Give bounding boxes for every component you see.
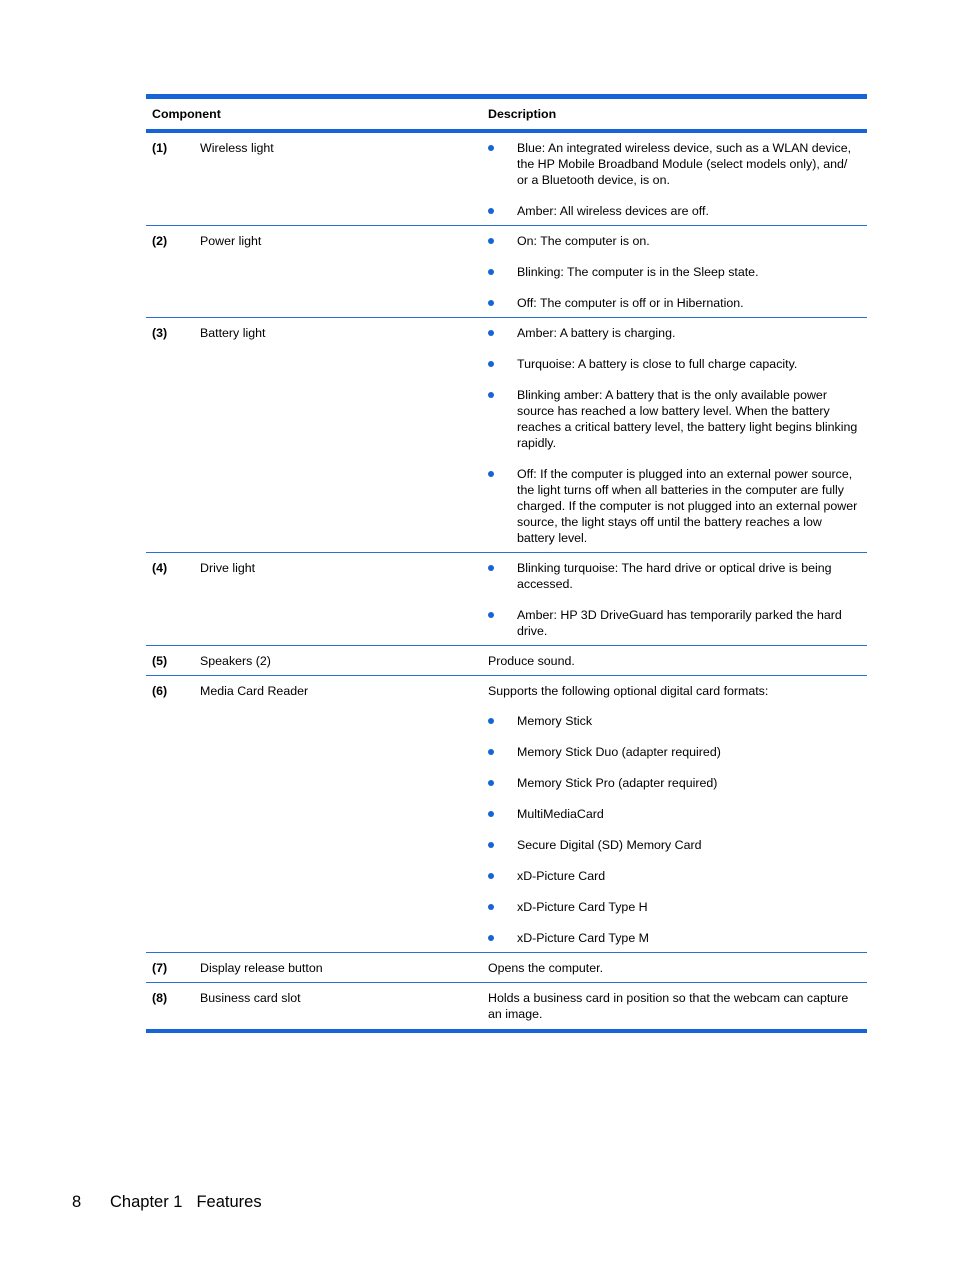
table-row (146, 983, 867, 1032)
table-header (146, 97, 867, 132)
bullet-dot-icon (488, 718, 494, 724)
bullet-dot-icon (488, 935, 494, 941)
list-item-text: Amber: A battery is charging. (517, 326, 676, 340)
list-item-text: xD-Picture Card Type M (517, 931, 649, 945)
list-item-text: Turquoise: A battery is close to full charge capacity. (517, 357, 798, 371)
chapter-title: Features (196, 1193, 262, 1211)
component-name: Speakers (2) (194, 646, 482, 676)
list-item-text: Memory Stick Duo (adapter required) (517, 745, 721, 759)
list-item-text: MultiMediaCard (517, 807, 604, 821)
bullet-dot-icon (488, 300, 494, 306)
table-body (146, 131, 867, 1031)
component-number: (1) (146, 131, 194, 226)
bullet-dot-icon (488, 780, 494, 786)
header-description: Description (482, 97, 867, 132)
bullet-dot-icon (488, 811, 494, 817)
list-item (488, 325, 861, 341)
list-item (488, 466, 861, 546)
bullet-dot-icon (488, 269, 494, 275)
component-name: Display release button (194, 953, 482, 983)
bullet-dot-icon (488, 145, 494, 151)
bullet-dot-icon (488, 842, 494, 848)
list-item-text: xD-Picture Card Type H (517, 900, 648, 914)
list-item (488, 837, 861, 853)
description-bullet-list (488, 325, 861, 546)
page-number: 8 (72, 1193, 82, 1211)
bullet-dot-icon (488, 392, 494, 398)
description-text: Opens the computer. (488, 961, 604, 975)
component-description (482, 676, 867, 953)
table-row (146, 226, 867, 318)
component-name: Media Card Reader (194, 676, 482, 953)
component-number: (3) (146, 318, 194, 553)
component-description (482, 646, 867, 676)
bullet-dot-icon (488, 873, 494, 879)
list-item-text: Blinking: The computer is in the Sleep state. (517, 265, 759, 279)
header-row (146, 97, 867, 132)
component-number: (5) (146, 646, 194, 676)
list-item (488, 203, 861, 219)
component-description (482, 953, 867, 983)
table-row (146, 553, 867, 646)
header-component: Component (146, 97, 482, 132)
list-item-text: Amber: HP 3D DriveGuard has temporarily parked the hard drive. (517, 608, 842, 638)
bullet-dot-icon (488, 612, 494, 618)
page-footer (72, 1192, 262, 1212)
table-row (146, 646, 867, 676)
list-item-text: Blinking amber: A battery that is the only available power source has reached a low battery level. When the battery reaches a critical battery level, the battery light begins blinking rapidly. (517, 388, 858, 450)
list-item (488, 744, 861, 760)
list-item-text: Secure Digital (SD) Memory Card (517, 838, 702, 852)
component-name: Battery light (194, 318, 482, 553)
list-item (488, 868, 861, 884)
component-description (482, 318, 867, 553)
list-item (488, 930, 861, 946)
description-bullet-list (488, 233, 861, 311)
component-table (146, 94, 867, 1033)
component-number: (8) (146, 983, 194, 1032)
component-name: Wireless light (194, 131, 482, 226)
list-item-text: Amber: All wireless devices are off. (517, 204, 709, 218)
description-bullet-list (488, 140, 861, 219)
table-row (146, 676, 867, 953)
component-number: (4) (146, 553, 194, 646)
table-row (146, 318, 867, 553)
list-item (488, 264, 861, 280)
list-item-text: Blinking turquoise: The hard drive or optical drive is being accessed. (517, 561, 832, 591)
description-text: Produce sound. (488, 654, 575, 668)
bullet-dot-icon (488, 749, 494, 755)
list-item-text: Off: If the computer is plugged into an external power source, the light turns off when all batteries in the computer are fully charged. If the computer is not plugged into an external power source, the light stays off until the battery reaches a low battery level. (517, 467, 858, 545)
list-item (488, 713, 861, 729)
list-item (488, 775, 861, 791)
list-item (488, 233, 861, 249)
component-number: (7) (146, 953, 194, 983)
bullet-dot-icon (488, 208, 494, 214)
component-description (482, 226, 867, 318)
list-item (488, 295, 861, 311)
list-item (488, 356, 861, 372)
list-item-text: Off: The computer is off or in Hibernation. (517, 296, 744, 310)
list-item (488, 607, 861, 639)
list-item (488, 387, 861, 451)
bullet-dot-icon (488, 238, 494, 244)
component-name: Business card slot (194, 983, 482, 1032)
table-row (146, 131, 867, 226)
component-number: (6) (146, 676, 194, 953)
component-name: Power light (194, 226, 482, 318)
list-item-text: xD-Picture Card (517, 869, 606, 883)
description-text: Supports the following optional digital card formats: (488, 684, 769, 698)
list-item-text: Memory Stick (517, 714, 593, 728)
list-item (488, 140, 861, 188)
bullet-dot-icon (488, 361, 494, 367)
chapter-label: Chapter 1 (110, 1193, 183, 1211)
component-description (482, 983, 867, 1032)
list-item-text: Memory Stick Pro (adapter required) (517, 776, 718, 790)
bullet-dot-icon (488, 565, 494, 571)
component-name: Drive light (194, 553, 482, 646)
list-item (488, 560, 861, 592)
description-bullet-list (488, 560, 861, 639)
component-description (482, 553, 867, 646)
list-item-text: On: The computer is on. (517, 234, 650, 248)
table-row (146, 953, 867, 983)
component-description (482, 131, 867, 226)
list-item (488, 899, 861, 915)
description-text: Holds a business card in position so that the webcam can capture an image. (488, 991, 849, 1021)
bullet-dot-icon (488, 471, 494, 477)
component-number: (2) (146, 226, 194, 318)
list-item-text: Blue: An integrated wireless device, such as a WLAN device, the HP Mobile Broadband Module (select models only), and/ or a Bluetooth device, is on. (517, 141, 852, 187)
list-item (488, 806, 861, 822)
bullet-dot-icon (488, 904, 494, 910)
description-bullet-list (488, 713, 861, 946)
bullet-dot-icon (488, 330, 494, 336)
